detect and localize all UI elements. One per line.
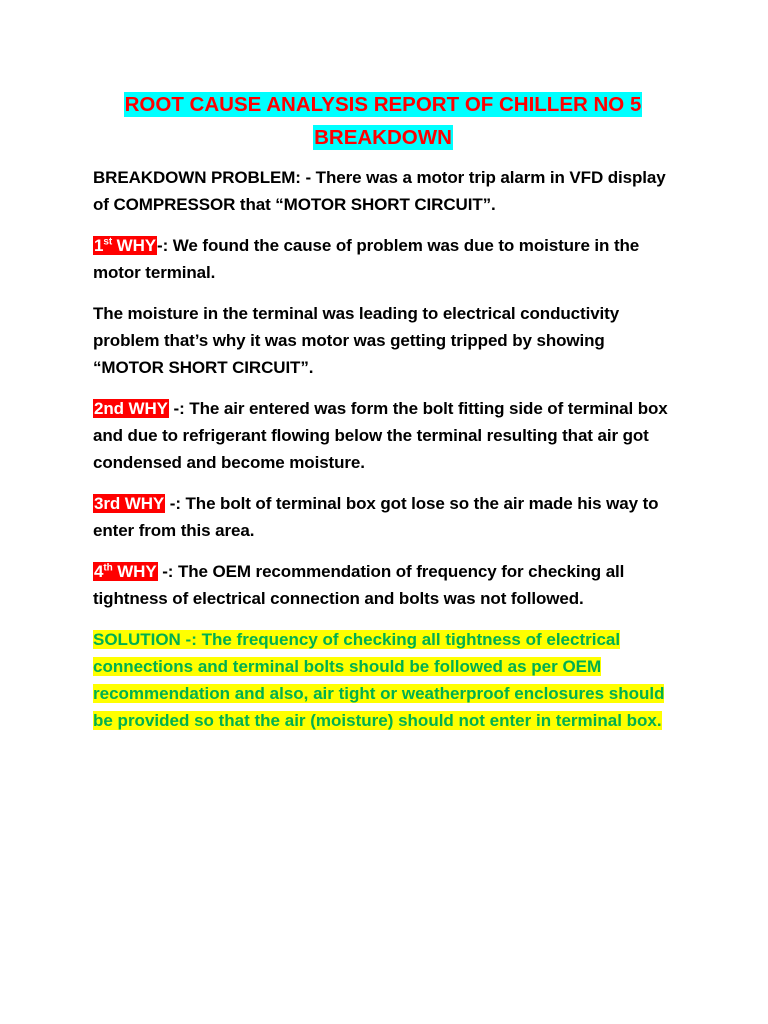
- breakdown-problem-paragraph: [93, 164, 673, 218]
- report-title-line-2: BREAKDOWN: [314, 126, 452, 149]
- why-4-text: -: The OEM recommendation of frequency for checking all tightness of electrical connection and bolts was not followed.: [93, 562, 625, 608]
- moisture-explanation-text: The moisture in the terminal was leading to electrical conductivity problem that’s why it was motor was getting tripped by showing “MOTOR SHORT CIRCUIT”.: [93, 304, 620, 377]
- why-1-text: -: We found the cause of problem was due to moisture in the motor terminal.: [93, 236, 640, 282]
- why-4-label-superscript: th: [103, 562, 113, 574]
- why-4-paragraph: [93, 558, 673, 612]
- why-1-label-superscript: st: [103, 236, 113, 248]
- solution-text: SOLUTION -: The frequency of checking all tightness of electrical connections and terminal bolts should be followed as per OEM recommendation and also, air tight or weatherproof enclosures should be provided so that the air (moisture) should not enter in terminal box.: [93, 630, 665, 730]
- moisture-explanation-paragraph: [93, 300, 673, 381]
- why-4-label-number: 4: [94, 562, 104, 581]
- breakdown-problem-text: BREAKDOWN PROBLEM: - There was a motor trip alarm in VFD display of COMPRESSOR that “MOTOR SHORT CIRCUIT”.: [93, 168, 666, 214]
- why-1-label: [93, 236, 157, 255]
- why-2-text: -: The air entered was form the bolt fitting side of terminal box and due to refrigerant flowing below the terminal resulting that air got condensed and become moisture.: [93, 399, 668, 472]
- why-1-label-number: 1: [94, 236, 104, 255]
- report-title-line-1: ROOT CAUSE ANALYSIS REPORT OF CHILLER NO 5: [124, 93, 642, 116]
- why-3-text: -: The bolt of terminal box got lose so the air made his way to enter from this area.: [93, 494, 659, 540]
- why-3-label: 3rd WHY: [94, 494, 165, 513]
- why-1-label-word: WHY: [112, 236, 157, 255]
- why-3-paragraph: [93, 490, 673, 544]
- why-2-paragraph: [93, 395, 673, 476]
- why-4-label-word: WHY: [112, 562, 157, 581]
- report-title: [93, 88, 673, 154]
- document-page: [93, 88, 673, 734]
- why-4-label: [93, 562, 158, 581]
- why-1-paragraph: [93, 232, 673, 286]
- solution-paragraph: [93, 626, 673, 734]
- why-2-label: 2nd WHY: [94, 399, 168, 418]
